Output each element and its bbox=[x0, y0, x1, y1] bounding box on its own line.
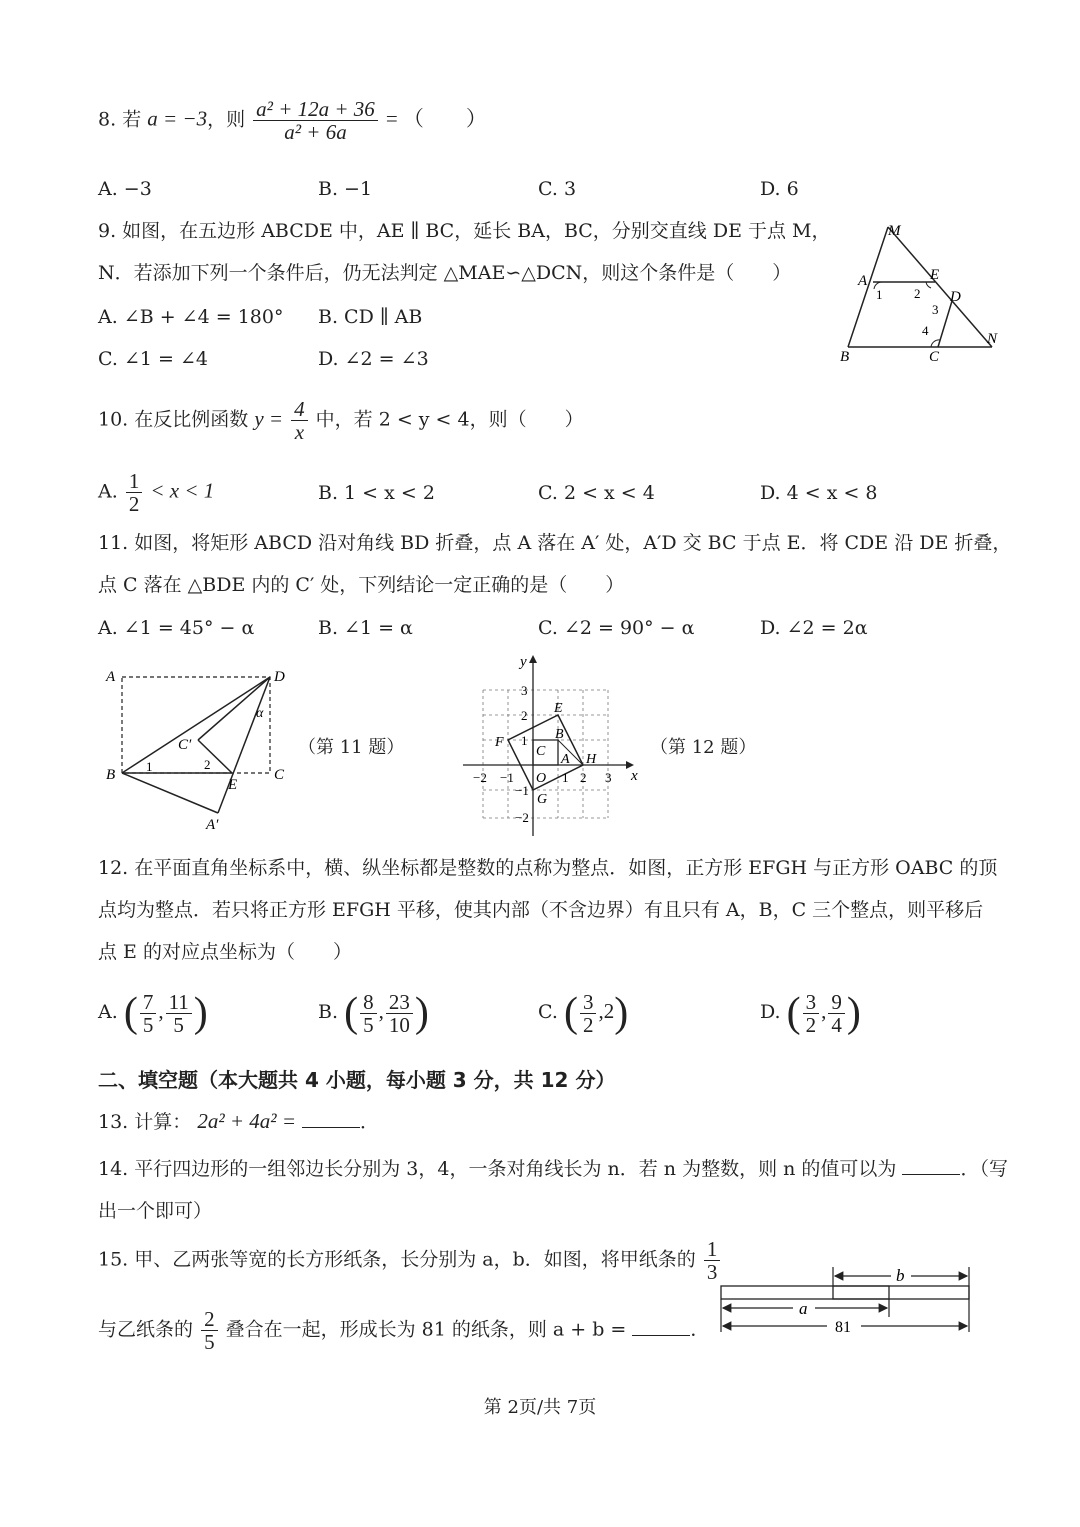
q12-tick-x-2: 2 bbox=[580, 770, 587, 785]
q9-label-c: C bbox=[929, 349, 940, 365]
q12-option-c-x bbox=[580, 991, 597, 1036]
q12-label-b: B bbox=[555, 727, 564, 742]
q11-angle-alpha: α bbox=[256, 706, 264, 721]
q11-angle-2: 2 bbox=[204, 757, 211, 772]
q8-option-b: B. −1 bbox=[318, 178, 373, 200]
q10-option-a bbox=[98, 470, 214, 515]
q12-line3: 点 E 的对应点坐标为（ ） bbox=[98, 941, 352, 963]
q12-tick-x-neg1: −1 bbox=[500, 770, 514, 785]
q9-option-a: A. ∠B + ∠4 = 180° bbox=[98, 306, 284, 328]
q12-option-b-rparen: ) bbox=[414, 990, 429, 1036]
q12-option-c-letter: C. bbox=[538, 1001, 558, 1023]
q12-label-g: G bbox=[537, 792, 548, 807]
q15-fraction-1-num: 1 bbox=[704, 1238, 721, 1261]
q8-option-a: A. −3 bbox=[98, 178, 152, 200]
q15-line1 bbox=[98, 1238, 722, 1283]
q12-label-f: F bbox=[495, 735, 504, 750]
q15-fraction-1-den: 3 bbox=[706, 1260, 718, 1284]
q14-answer-blank[interactable] bbox=[902, 1156, 960, 1175]
q12-label-a: A bbox=[561, 752, 570, 767]
q15-figure bbox=[715, 1262, 975, 1342]
q12-figure bbox=[458, 650, 648, 840]
q10-option-b: B. 1 < x < 2 bbox=[318, 482, 435, 504]
q15-label-b: b bbox=[896, 1266, 905, 1285]
q10-option-d: D. 4 < x < 8 bbox=[760, 482, 878, 504]
q9-angle-3: 3 bbox=[932, 302, 939, 317]
q12-option-d bbox=[760, 990, 861, 1036]
q12-option-c bbox=[538, 990, 628, 1036]
q10-post: 中，若 2 < y < 4，则（ ） bbox=[315, 408, 584, 431]
q9-label-b: B bbox=[840, 349, 850, 365]
q8-option-d: D. 6 bbox=[760, 178, 799, 200]
q12-option-d-x-den: 2 bbox=[805, 1012, 817, 1037]
q10-option-a-den: 2 bbox=[128, 492, 140, 516]
q12-option-a-x bbox=[140, 991, 157, 1036]
q11-option-d: D. ∠2 = 2α bbox=[760, 617, 868, 639]
q12-option-a-lparen: ( bbox=[123, 990, 138, 1036]
q11-label-c: C bbox=[274, 767, 285, 783]
q12-option-d-y-den: 4 bbox=[831, 1012, 842, 1037]
q14-post: ．（写 bbox=[960, 1158, 1008, 1180]
q9-line2: N．若添加下列一个条件后，仍无法判定 △MAE∽△DCN，则这个条件是（ ） bbox=[98, 262, 792, 284]
q11-label-a: A bbox=[106, 669, 116, 685]
q9-angle-2: 2 bbox=[914, 286, 921, 301]
q10-option-a-rest: < x < 1 bbox=[150, 478, 215, 503]
q12-option-b-x bbox=[360, 991, 377, 1036]
q12-line2: 点均为整点．若只将正方形 EFGH 平移，使其内部（不含边界）有且只有 A，B，C 三个整点，则平移后 bbox=[98, 899, 984, 921]
q14-text: 14. 平行四边形的一组邻边长分别为 3，4，一条对角线长为 n．若 n 为整数，则 n 的值可以为 bbox=[98, 1158, 897, 1180]
q12-option-a-rparen: ) bbox=[193, 990, 208, 1036]
q10-option-c: C. 2 < x < 4 bbox=[538, 482, 655, 504]
q10-numerator: 4 bbox=[291, 398, 308, 421]
q10-option-a-num: 1 bbox=[126, 470, 143, 493]
section-2-heading: 二、填空题（本大题共 4 小题，每小题 3 分，共 12 分） bbox=[98, 1068, 616, 1092]
q9-line-mn bbox=[888, 227, 992, 347]
q9-option-b: B. CD ∥ AB bbox=[318, 306, 423, 328]
q15-fraction-2-den: 5 bbox=[204, 1330, 215, 1354]
q12-option-c-comma: , bbox=[598, 999, 604, 1023]
q8-stem bbox=[98, 98, 487, 143]
q15-label-81: 81 bbox=[835, 1319, 851, 1336]
q11-label-d: D bbox=[274, 669, 285, 685]
q10-option-a-fraction bbox=[126, 470, 143, 515]
q11-line-da-prime bbox=[218, 677, 270, 813]
page-footer: 第 2页/共 7页 bbox=[483, 1397, 597, 1418]
q9-option-c: C. ∠1 = ∠4 bbox=[98, 348, 208, 370]
q10-pre: 10. 在反比例函数 bbox=[98, 408, 249, 431]
q15-text1: 15. 甲、乙两张等宽的长方形纸条，长分别为 a，b．如图，将甲纸条的 bbox=[98, 1248, 696, 1271]
q12-option-d-comma: , bbox=[821, 999, 827, 1023]
q12-option-b bbox=[318, 990, 429, 1036]
q12-option-b-x-num: 8 bbox=[360, 991, 377, 1014]
q12-label-c: C bbox=[536, 744, 546, 759]
q12-option-a-x-den: 5 bbox=[142, 1012, 154, 1037]
q9-figure bbox=[830, 215, 1010, 370]
q12-y-arrow bbox=[529, 655, 537, 663]
q11-label-c-prime: C′ bbox=[178, 737, 192, 753]
q14-line2: 出一个即可） bbox=[98, 1200, 213, 1222]
q8-post: = （ ） bbox=[385, 106, 487, 131]
q13-stem bbox=[98, 1108, 379, 1135]
q11-line-ba-prime bbox=[122, 773, 218, 813]
q12-tick-y-neg2: −2 bbox=[515, 810, 529, 825]
q8-then: ，则 bbox=[207, 108, 246, 131]
q12-option-d-y-num: 9 bbox=[828, 991, 845, 1014]
q11-line-bd bbox=[122, 677, 270, 773]
q11-label-e: E bbox=[228, 777, 238, 793]
q10-stem bbox=[98, 398, 584, 443]
q12-tick-x-1: 1 bbox=[562, 770, 569, 785]
q15-answer-blank[interactable] bbox=[632, 1317, 690, 1336]
q9-option-d: D. ∠2 = ∠3 bbox=[318, 348, 429, 370]
q8-number: 8. bbox=[98, 108, 117, 131]
q12-label-o: O bbox=[536, 771, 547, 786]
q10-option-a-letter: A. bbox=[98, 480, 118, 503]
q15-text3: 叠合在一起，形成长为 81 的纸条，则 a + b = bbox=[225, 1318, 627, 1341]
q12-option-d-x bbox=[803, 991, 820, 1036]
q12-label-y: y bbox=[520, 654, 527, 670]
q11-option-a: A. ∠1 = 45° − α bbox=[98, 617, 255, 639]
q12-tick-y-3: 3 bbox=[521, 683, 528, 698]
q9-line-cd bbox=[938, 301, 952, 347]
q11-line1: 11. 如图，将矩形 ABCD 沿对角线 BD 折叠，点 A 落在 A′ 处，A′D 交 BC 于点 E．将 CDE 沿 DE 折叠， bbox=[98, 532, 1012, 554]
q9-label-d: D bbox=[950, 289, 961, 305]
q12-tick-y-2: 2 bbox=[521, 708, 528, 723]
q8-pre: 若 bbox=[122, 108, 142, 131]
q12-option-b-x-den: 5 bbox=[363, 1012, 374, 1037]
q12-label-e: E bbox=[554, 701, 563, 716]
q12-option-c-x-den: 2 bbox=[582, 1012, 594, 1037]
q12-option-a-y-num: 11 bbox=[166, 991, 192, 1014]
q12-option-a-x-num: 7 bbox=[140, 991, 157, 1014]
q13-pre: 13. 计算： bbox=[98, 1111, 192, 1133]
q15-strip-a bbox=[721, 1286, 889, 1299]
q15-fraction-2 bbox=[201, 1308, 218, 1353]
q12-option-d-x-num: 3 bbox=[803, 991, 820, 1014]
q12-option-b-letter: B. bbox=[318, 1001, 339, 1023]
q10-fraction bbox=[291, 398, 308, 443]
q12-line1: 12. 在平面直角坐标系中，横、纵坐标都是整数的点称为整点．如图，正方形 EFGH 与正方形 OABC 的顶 bbox=[98, 857, 998, 879]
q12-option-b-y-den: 10 bbox=[388, 1012, 410, 1037]
q9-label-n: N bbox=[987, 331, 998, 347]
q15-post: ． bbox=[690, 1318, 710, 1341]
q11-line2: 点 C 落在 △BDE 内的 C′ 处，下列结论一定正确的是（ ） bbox=[98, 574, 625, 596]
q12-label-h: H bbox=[586, 752, 597, 767]
q11-angle-1: 1 bbox=[146, 759, 153, 774]
q11-option-b: B. ∠1 = α bbox=[318, 617, 413, 639]
q10-denominator: x bbox=[294, 420, 305, 444]
q15-label-a: a bbox=[799, 1299, 808, 1318]
q12-option-b-comma: , bbox=[378, 999, 384, 1023]
q12-option-b-y-num: 23 bbox=[386, 991, 413, 1014]
q12-option-c-lparen: ( bbox=[563, 990, 578, 1036]
q8-option-c: C. 3 bbox=[538, 178, 577, 200]
q9-line1: 9. 如图，在五边形 ABCDE 中，AE ∥ BC，延长 BA，BC，分别交直线 DE 于点 M， bbox=[98, 220, 831, 242]
q11-label-a-prime: A′ bbox=[206, 817, 219, 833]
q14-line1 bbox=[98, 1156, 1008, 1182]
q9-label-a: A bbox=[858, 273, 868, 289]
q11-label-b: B bbox=[106, 767, 116, 783]
q12-option-b-lparen: ( bbox=[344, 990, 359, 1036]
q12-option-a bbox=[98, 990, 208, 1036]
q13-expression: 2a² + 4a² = bbox=[197, 1109, 296, 1133]
q8-fraction bbox=[253, 98, 378, 143]
q12-option-c-y: 2 bbox=[603, 999, 615, 1023]
q8-denominator: a² + 6a bbox=[284, 120, 347, 144]
q12-option-d-lparen: ( bbox=[786, 990, 801, 1036]
q15-fraction-2-num: 2 bbox=[201, 1308, 218, 1331]
q12-option-a-y bbox=[166, 991, 192, 1036]
q12-label-x: x bbox=[631, 768, 638, 784]
q12-option-c-x-num: 3 bbox=[580, 991, 597, 1014]
q12-tick-x-neg2: −2 bbox=[473, 770, 487, 785]
q15-strip-b bbox=[833, 1286, 969, 1299]
q12-tick-y-1: 1 bbox=[521, 733, 528, 748]
q12-tick-y-neg1: −1 bbox=[515, 783, 529, 798]
q12-option-d-rparen: ) bbox=[846, 990, 861, 1036]
q12-option-d-letter: D. bbox=[760, 1001, 781, 1023]
q12-option-a-comma: , bbox=[158, 999, 164, 1023]
q8-condition: a = −3 bbox=[147, 106, 208, 131]
q12-option-a-y-den: 5 bbox=[173, 1012, 184, 1037]
q12-option-b-y bbox=[386, 991, 413, 1036]
q13-answer-blank[interactable] bbox=[302, 1109, 360, 1128]
q12-option-c-rparen: ) bbox=[614, 990, 629, 1036]
q9-label-m: M bbox=[888, 223, 901, 239]
q12-tick-x-3: 3 bbox=[605, 770, 612, 785]
q12-option-d-y bbox=[828, 991, 845, 1036]
q15-line2 bbox=[98, 1308, 709, 1353]
q11-caption: （第 11 题） bbox=[298, 737, 405, 758]
q8-numerator: a² + 12a + 36 bbox=[253, 98, 378, 121]
q15-text2: 与乙纸条的 bbox=[98, 1318, 194, 1341]
q11-figure bbox=[100, 665, 300, 835]
q12-option-a-letter: A. bbox=[98, 1001, 118, 1023]
q13-post: ． bbox=[360, 1111, 380, 1133]
q9-label-e: E bbox=[930, 267, 940, 283]
q10-y: y = bbox=[254, 406, 284, 431]
q12-caption: （第 12 题） bbox=[650, 737, 757, 758]
q9-angle-1: 1 bbox=[876, 287, 883, 302]
q9-angle-4: 4 bbox=[922, 323, 929, 338]
q11-option-c: C. ∠2 = 90° − α bbox=[538, 617, 695, 639]
